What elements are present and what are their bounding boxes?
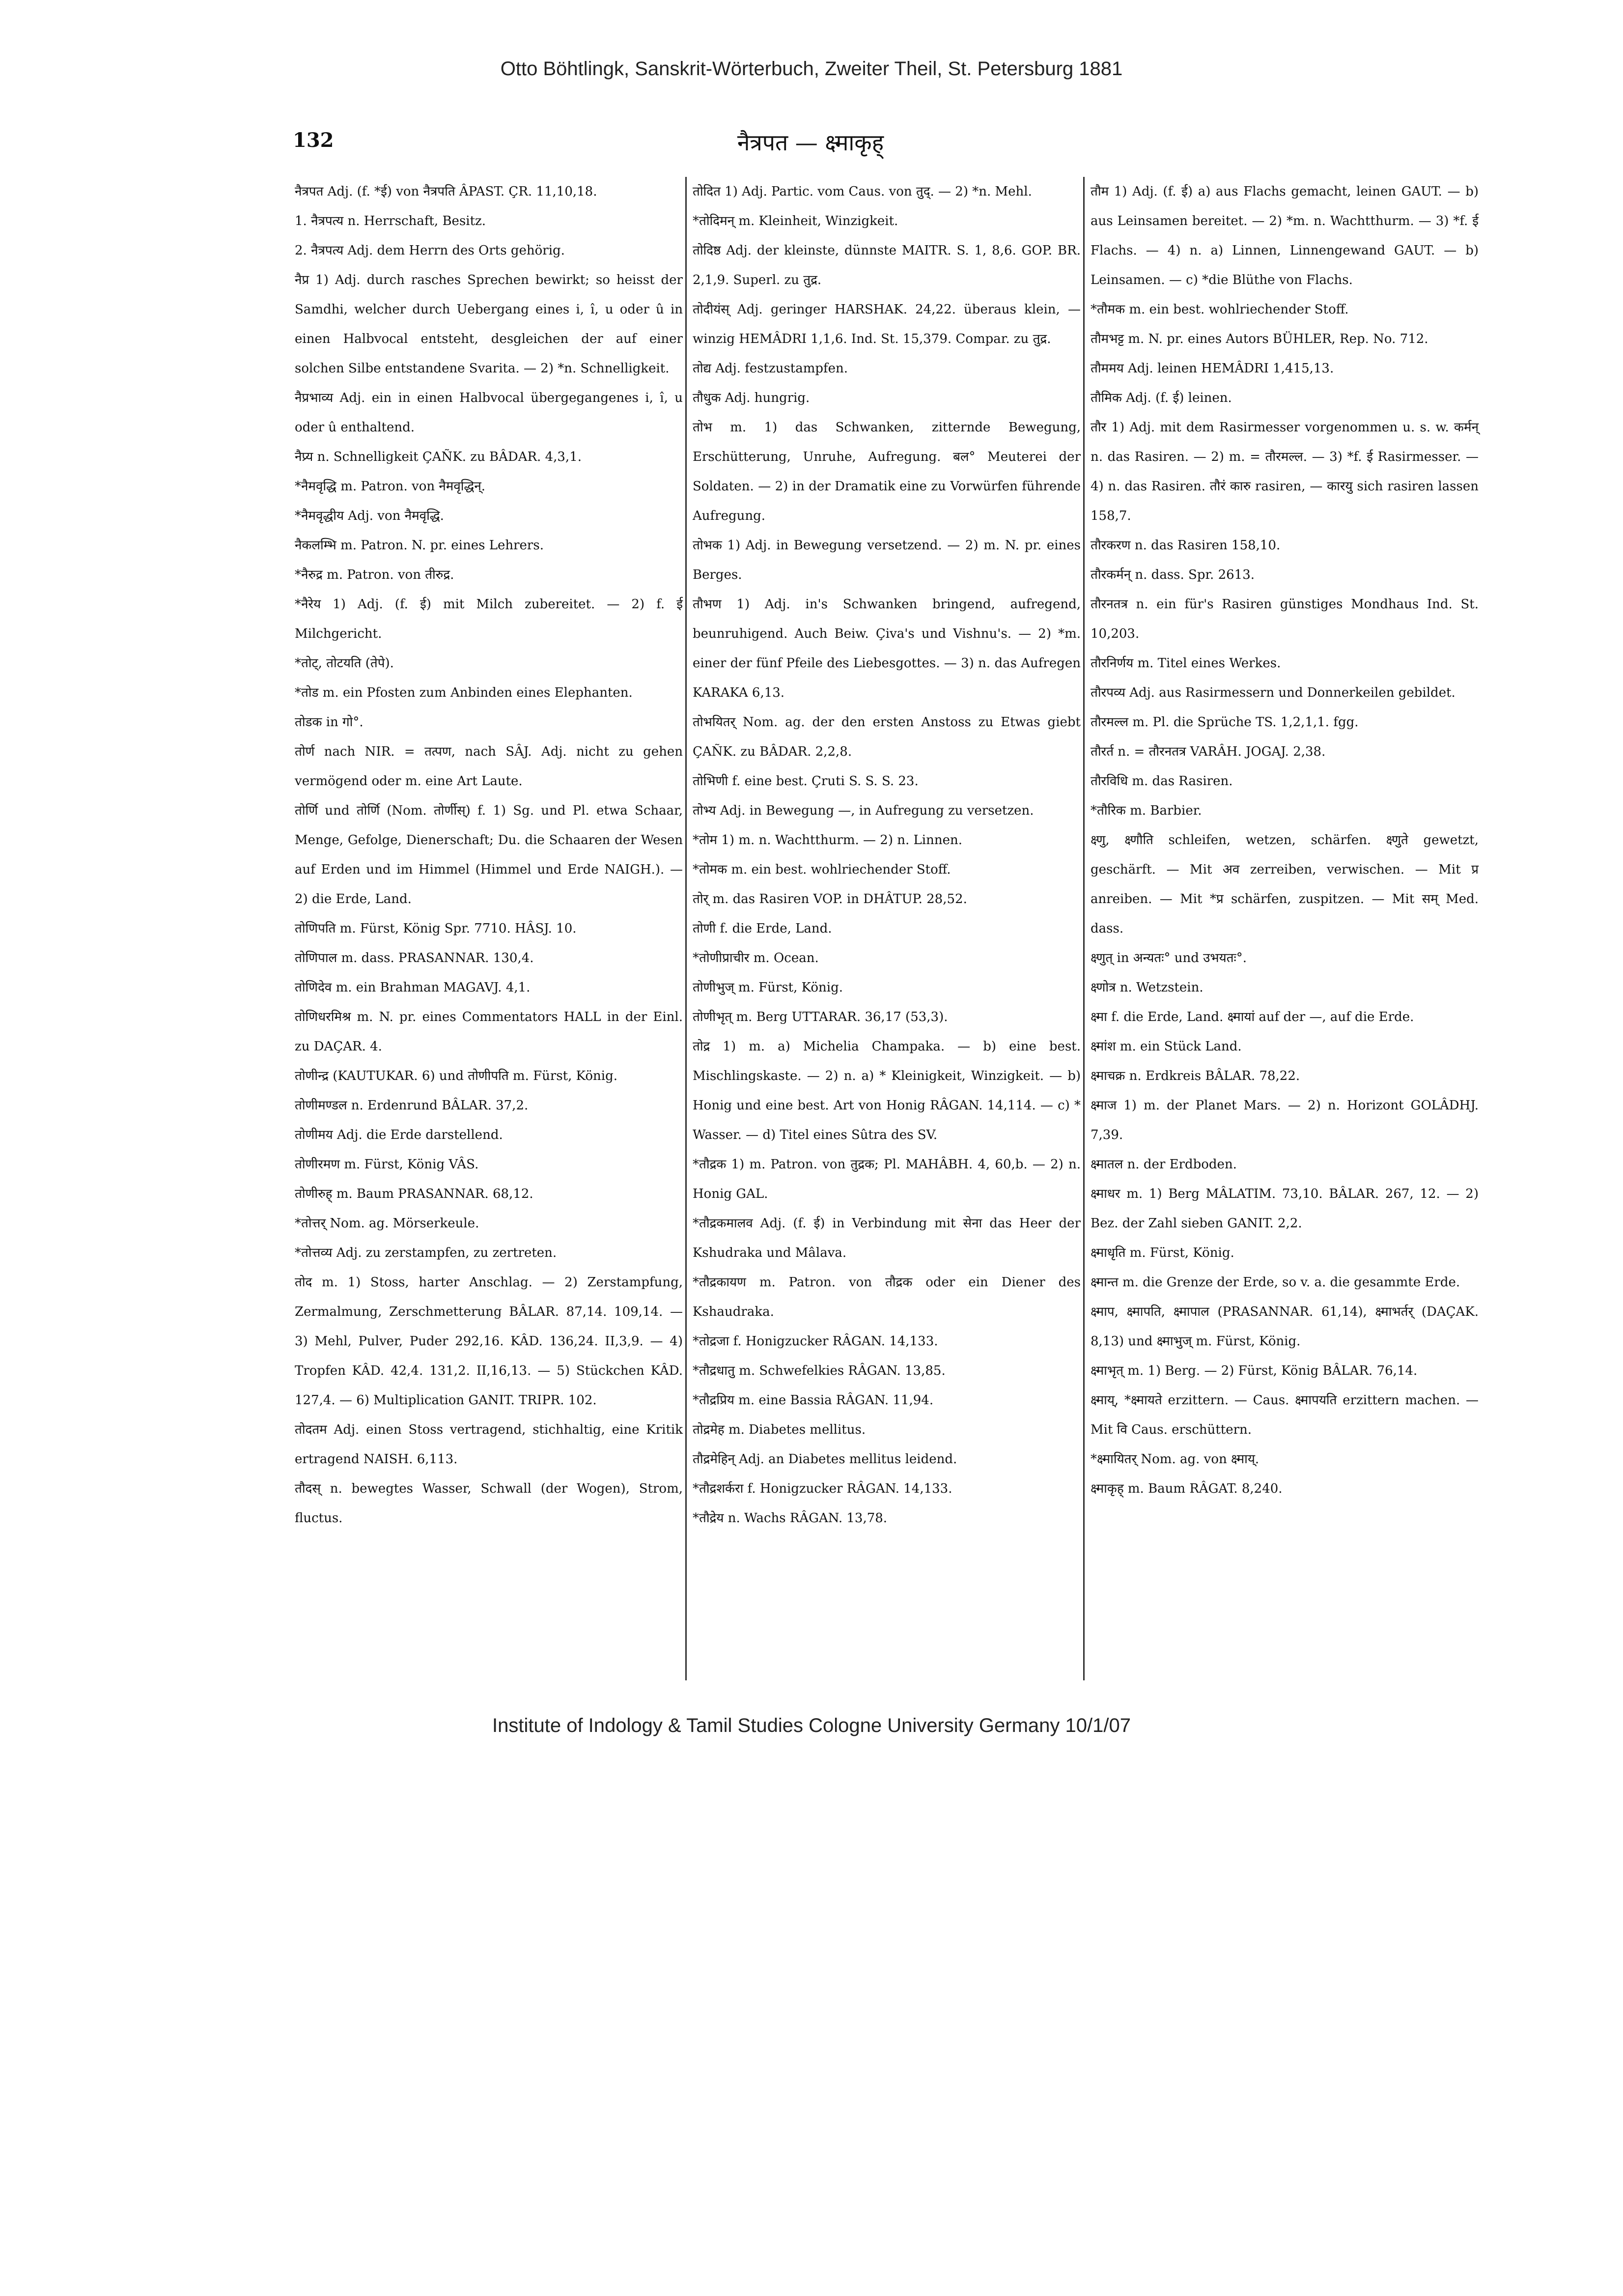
dictionary-entry: तोदीयंस् Adj. geringer HARSHAK. 24,22. überaus klein, — winzig HEMÂDRI 1,1,6. Ind. St. 15,379. Compar. zu तुद्र. bbox=[693, 302, 1081, 346]
dictionary-entry: *तौद्रकमालव Adj. (f. ई) in Verbindung mit सेना das Heer der Kshudraka und Mâlava. bbox=[693, 1216, 1081, 1260]
dictionary-entry: तोणीरमण m. Fürst, König VÂS. bbox=[295, 1157, 479, 1172]
dictionary-entry: तौरविधि m. das Rasiren. bbox=[1091, 774, 1233, 789]
dictionary-entry: तौरकरण n. das Rasiren 158,10. bbox=[1091, 538, 1281, 553]
dictionary-entry: *तौद्रशर्करा f. Honigzucker RÂGAN. 14,133. bbox=[693, 1481, 952, 1496]
dictionary-entry: *तोदिमन् m. Kleinheit, Winzigkeit. bbox=[693, 214, 898, 228]
dictionary-entry: तोणीभृत् m. Berg UTTARAR. 36,17 (53,3). bbox=[693, 1010, 948, 1024]
dictionary-entry: तोणीरुह् m. Baum PRASANNAR. 68,12. bbox=[295, 1187, 533, 1201]
dictionary-entry: *तौद्रकायण m. Patron. von तौद्रक oder ein Diener des Kshaudraka. bbox=[693, 1275, 1081, 1319]
dictionary-entry: तोदिष्ठ Adj. der kleinste, dünnste MAITR. S. 1, 8,6. GOP. BR. 2,1,9. Superl. zu तुद्र. bbox=[693, 243, 1081, 287]
dictionary-entry: क्ष्मा f. die Erde, Land. क्ष्मायां auf der —, auf die Erde. bbox=[1091, 1010, 1414, 1024]
dictionary-entry: *तोट्, तोटयति (तेपे). bbox=[295, 656, 394, 671]
dictionary-entry: तोणिदेव m. ein Brahman MAGAVJ. 4,1. bbox=[295, 980, 531, 995]
dictionary-entry: *तौद्रक 1) m. Patron. von तुद्रक; Pl. MAHÂBH. 4, 60,b. — 2) n. Honig GAL. bbox=[693, 1157, 1081, 1201]
dictionary-entry: *तोत्तर् Nom. ag. Mörserkeule. bbox=[295, 1216, 479, 1231]
source-footer: Institute of Indology & Tamil Studies Cologne University Germany 10/1/07 bbox=[492, 1715, 1131, 1736]
dictionary-entry: क्ष्मातल n. der Erdboden. bbox=[1091, 1157, 1237, 1172]
dictionary-column-1 bbox=[295, 177, 683, 1533]
dictionary-entry: *तोम 1) m. n. Wachtthurm. — 2) n. Linnen. bbox=[693, 833, 963, 848]
dictionary-entry: *तोमक m. ein best. wohlriechender Stoff. bbox=[693, 862, 951, 877]
dictionary-entry: तोणिपति m. Fürst, König Spr. 7710. HÂSJ. 10. bbox=[295, 921, 577, 936]
dictionary-entry: तौरर्त n. = तौरनतत्र VARÂH. JOGAJ. 2,38. bbox=[1091, 744, 1326, 759]
dictionary-entry: तोभक 1) Adj. in Bewegung versetzend. — 2) m. N. pr. eines Berges. bbox=[693, 538, 1081, 582]
dictionary-entry: तौर 1) Adj. mit dem Rasirmesser vorgenommen u. s. w. कर्मन् n. das Rasiren. — 2) m. = तौरमल्ल. — 3) *f. ई Rasirmesser. — 4) n. das Rasiren. तौरं कारु rasiren, — कारयु sich rasiren lassen 158,7. bbox=[1091, 420, 1479, 523]
dictionary-entry: तोद्र 1) m. a) Michelia Champaka. — b) eine best. Mischlingskaste. — 2) n. a) * Kleinigkeit, Winzigkeit. — b) Honig und eine best. Art von Honig RÂGAN. 14,114. — c) * Wasser. — d) Titel eines Sûtra des SV. bbox=[693, 1039, 1081, 1142]
dictionary-entry: *तोणीप्राचीर m. Ocean. bbox=[693, 951, 819, 965]
dictionary-entry: तौरनतत्र n. ein für's Rasiren günstiges Mondhaus Ind. St. 10,203. bbox=[1091, 597, 1479, 641]
dictionary-entry: नैप्र 1) Adj. durch rasches Sprechen bewirkt; so heisst der Samdhi, welcher durch Uebergang eines i, î, u oder û in einen Halbvocal entsteht, desgleichen der auf einer solchen Silbe entstandene Svarita. — 2) *n. Schnelligkeit. bbox=[295, 273, 683, 376]
dictionary-entry: 1. नैत्रपत्य n. Herrschaft, Besitz. bbox=[295, 214, 486, 228]
dictionary-entry: तौरपव्य Adj. aus Rasirmessern und Donnerkeilen gebildet. bbox=[1091, 685, 1455, 700]
dictionary-entry: तोभ्य Adj. in Bewegung —, in Aufregung zu versetzen. bbox=[693, 803, 1034, 818]
dictionary-entry: *तौरिक m. Barbier. bbox=[1091, 803, 1202, 818]
dictionary-entry: तोर्ण nach NIR. = तत्पण, nach SÂJ. Adj. nicht zu gehen vermögend oder m. eine Art Laute. bbox=[295, 744, 683, 789]
dictionary-entry: नैकलम्भि m. Patron. N. pr. eines Lehrers. bbox=[295, 538, 544, 553]
running-head: नैत्रपत — क्ष्माकृह् bbox=[737, 129, 884, 156]
dictionary-entry: *तौद्रधातु m. Schwefelkies RÂGAN. 13,85. bbox=[693, 1363, 946, 1378]
dictionary-entry: नैत्रपत Adj. (f. *ई) von नैत्रपति ÂPAST. ÇR. 11,10,18. bbox=[295, 184, 597, 199]
dictionary-entry: तौरनिर्णय m. Titel eines Werkes. bbox=[1091, 656, 1281, 671]
dictionary-entry: क्ष्माज 1) m. der Planet Mars. — 2) n. Horizont GOLÂDHJ. 7,39. bbox=[1091, 1098, 1479, 1142]
dictionary-entry: क्ष्माधर m. 1) Berg MÂLATIM. 73,10. BÂLAR. 267, 12. — 2) Bez. der Zahl sieben GANIT. 2,2. bbox=[1091, 1187, 1479, 1231]
dictionary-entry: तोणी f. die Erde, Land. bbox=[693, 921, 832, 936]
dictionary-entry: क्ष्णोत्र n. Wetzstein. bbox=[1091, 980, 1203, 995]
dictionary-entry: *नैमवृद्धि m. Patron. von नैमवृद्धिन्. bbox=[295, 479, 486, 494]
dictionary-entry: *क्ष्मायितर् Nom. ag. von क्ष्माय्. bbox=[1091, 1452, 1259, 1467]
dictionary-entry: तोणीभुज् m. Fürst, König. bbox=[693, 980, 843, 995]
dictionary-entry: तोदित 1) Adj. Partic. vom Caus. von तुद्. — 2) *n. Mehl. bbox=[693, 184, 1032, 199]
dictionary-entry: तोणीमय Adj. die Erde darstellend. bbox=[295, 1128, 503, 1142]
dictionary-entry: क्ष्माचक्र n. Erdkreis BÂLAR. 78,22. bbox=[1091, 1069, 1300, 1083]
dictionary-entry: 2. नैत्रपत्य Adj. dem Herrn des Orts gehörig. bbox=[295, 243, 565, 258]
dictionary-entry: तौमभट्ट m. N. pr. eines Autors BÜHLER, Rep. No. 712. bbox=[1091, 332, 1428, 346]
dictionary-entry: *तोड m. ein Pfosten zum Anbinden eines Elephanten. bbox=[295, 685, 633, 700]
dictionary-entry: क्ष्माभृत् m. 1) Berg. — 2) Fürst, König BÂLAR. 76,14. bbox=[1091, 1363, 1418, 1378]
dictionary-entry: तौमिक Adj. (f. ई) leinen. bbox=[1091, 391, 1232, 405]
dictionary-entry: तोदतम Adj. einen Stoss vertragend, stichhaltig, eine Kritik ertragend NAISH. 6,113. bbox=[295, 1422, 683, 1467]
page-number: 132 bbox=[293, 129, 334, 152]
dictionary-entry: तौद्रमेहिन् Adj. an Diabetes mellitus leidend. bbox=[693, 1452, 957, 1467]
dictionary-entry: क्ष्मान्त m. die Grenze der Erde, so v. a. die gesammte Erde. bbox=[1091, 1275, 1460, 1290]
dictionary-entry: तौदस् n. bewegtes Wasser, Schwall (der Wogen), Strom, fluctus. bbox=[295, 1481, 683, 1526]
dictionary-entry: क्ष्मांश m. ein Stück Land. bbox=[1091, 1039, 1242, 1054]
dictionary-entry: *तोद्रजा f. Honigzucker RÂGAN. 14,133. bbox=[693, 1334, 938, 1349]
column-divider bbox=[1083, 177, 1085, 1680]
dictionary-entry: नैप्र्य n. Schnelligkeit ÇAÑK. zu BÂDAR. 4,3,1. bbox=[295, 450, 582, 464]
dictionary-entry: क्ष्माधृति m. Fürst, König. bbox=[1091, 1246, 1234, 1260]
dictionary-entry: तोणीमण्डल n. Erdenrund BÂLAR. 37,2. bbox=[295, 1098, 529, 1113]
column-divider bbox=[685, 177, 687, 1680]
dictionary-entry: तौभण 1) Adj. in's Schwanken bringend, aufregend, beunruhigend. Auch Beiw. Çiva's und Vishnu's. — 2) *m. einer der fünf Pfeile des Liebesgottes. — 3) n. das Aufregen KARAKA 6,13. bbox=[693, 597, 1081, 700]
dictionary-entry: तोणिधरमिश्र m. N. pr. eines Commentators HALL in der Einl. zu DAÇAR. 4. bbox=[295, 1010, 683, 1054]
dictionary-entry: *नैमवृद्धीय Adj. von नैमवृद्धि. bbox=[295, 509, 444, 523]
dictionary-column-2 bbox=[693, 177, 1081, 1533]
dictionary-entry: तौरमल्ल m. Pl. die Sprüche TS. 1,2,1,1. fgg. bbox=[1091, 715, 1359, 730]
dictionary-entry: नैप्रभाव्य Adj. ein in einen Halbvocal übergegangenes i, î, u oder û enthaltend. bbox=[295, 391, 683, 435]
dictionary-entry: तोभ m. 1) das Schwanken, zitternde Bewegung, Erschütterung, Unruhe, Aufregung. बल° Meuterei der Soldaten. — 2) in der Dramatik eine zu Vorwürfen führende Aufregung. bbox=[693, 420, 1081, 523]
dictionary-entry: क्ष्माप, क्ष्मापति, क्ष्मापाल (PRASANNAR. 61,14), क्ष्माभर्तर् (DAÇAK. 8,13) und क्ष्माभुज् m. Fürst, König. bbox=[1091, 1304, 1479, 1349]
dictionary-entry: क्ष्णुत् in अन्यतः° und उभयतः°. bbox=[1091, 951, 1247, 965]
dictionary-entry: क्ष्माकृह् m. Baum RÂGAT. 8,240. bbox=[1091, 1481, 1283, 1496]
source-header: Otto Böhtlingk, Sanskrit-Wörterbuch, Zweiter Theil, St. Petersburg 1881 bbox=[500, 58, 1123, 80]
dictionary-entry: तोद्य Adj. festzustampfen. bbox=[693, 361, 848, 376]
dictionary-entry: तोद m. 1) Stoss, harter Anschlag. — 2) Zerstampfung, Zermalmung, Zerschmetterung BÂLAR. 87,14. 109,14. — 3) Mehl, Pulver, Puder 292,16. KÂD. 136,24. II,3,9. — 4) Tropfen KÂD. 42,4. 131,2. II,16,13. — 5) Stückchen KÂD. 127,4. — 6) Multiplication GANIT. TRIPR. 102. bbox=[295, 1275, 683, 1408]
dictionary-entry: तौममय Adj. leinen HEMÂDRI 1,415,13. bbox=[1091, 361, 1334, 376]
dictionary-entry: तोभिणी f. eine best. Çruti S. S. S. 23. bbox=[693, 774, 919, 789]
dictionary-entry: तौधुक Adj. hungrig. bbox=[693, 391, 810, 405]
dictionary-entry: तौरकर्मन् n. dass. Spr. 2613. bbox=[1091, 567, 1255, 582]
dictionary-entry: तोडक in गो°. bbox=[295, 715, 364, 730]
dictionary-entry: तोद्रमेह m. Diabetes mellitus. bbox=[693, 1422, 866, 1437]
dictionary-entry: *तोत्तव्य Adj. zu zerstampfen, zu zertreten. bbox=[295, 1246, 557, 1260]
dictionary-entry: *तौमक m. ein best. wohlriechender Stoff. bbox=[1091, 302, 1349, 317]
dictionary-entry: *तौद्रेय n. Wachs RÂGAN. 13,78. bbox=[693, 1511, 888, 1526]
dictionary-entry: तोणीन्द्र (KAUTUKAR. 6) und तोणीपति m. Fürst, König. bbox=[295, 1069, 617, 1083]
dictionary-column-3 bbox=[1091, 177, 1479, 1503]
dictionary-entry: तौम 1) Adj. (f. ई) a) aus Flachs gemacht, leinen GAUT. — b) aus Leinsamen bereitet. — 2) *m. n. Wachtthurm. — 3) *f. ई Flachs. — 4) n. a) Linnen, Linnengewand GAUT. — b) Leinsamen. — c) *die Blüthe von Flachs. bbox=[1091, 184, 1479, 287]
dictionary-entry: तोर् m. das Rasiren VOP. in DHÂTUP. 28,52. bbox=[693, 892, 967, 907]
dictionary-entry: क्ष्णु, क्ष्णौति schleifen, wetzen, schärfen. क्ष्णुते gewetzt, geschärft. — Mit अव zerreiben, verwischen. — Mit प्र anreiben. — Mit *प्र schärfen, zuspitzen. — Mit सम् Med. dass. bbox=[1091, 833, 1479, 936]
dictionary-entry: तोणिपाल m. dass. PRASANNAR. 130,4. bbox=[295, 951, 534, 965]
dictionary-entry: क्ष्माय्, *क्ष्मायते erzittern. — Caus. क्ष्मापयति erzittern machen. — Mit वि Caus. erschüttern. bbox=[1091, 1393, 1479, 1437]
dictionary-entry: तोभयितर् Nom. ag. der den ersten Anstoss zu Etwas giebt ÇAÑK. zu BÂDAR. 2,2,8. bbox=[693, 715, 1081, 759]
dictionary-entry: *तौद्रप्रिय m. eine Bassia RÂGAN. 11,94. bbox=[693, 1393, 934, 1408]
dictionary-entry: *नैरुद्र m. Patron. von तीरुद्र. bbox=[295, 567, 454, 582]
dictionary-entry: तोर्णि und तोर्णि (Nom. तोर्णीस्) f. 1) Sg. und Pl. etwa Schaar, Menge, Gefolge, Dienerschaft; Du. die Schaaren der Wesen auf Erden und im Himmel (Himmel und Erde NAIGH.). — 2) die Erde, Land. bbox=[295, 803, 683, 907]
dictionary-entry: *नैरेय 1) Adj. (f. ई) mit Milch zubereitet. — 2) f. ई Milchgericht. bbox=[295, 597, 683, 641]
